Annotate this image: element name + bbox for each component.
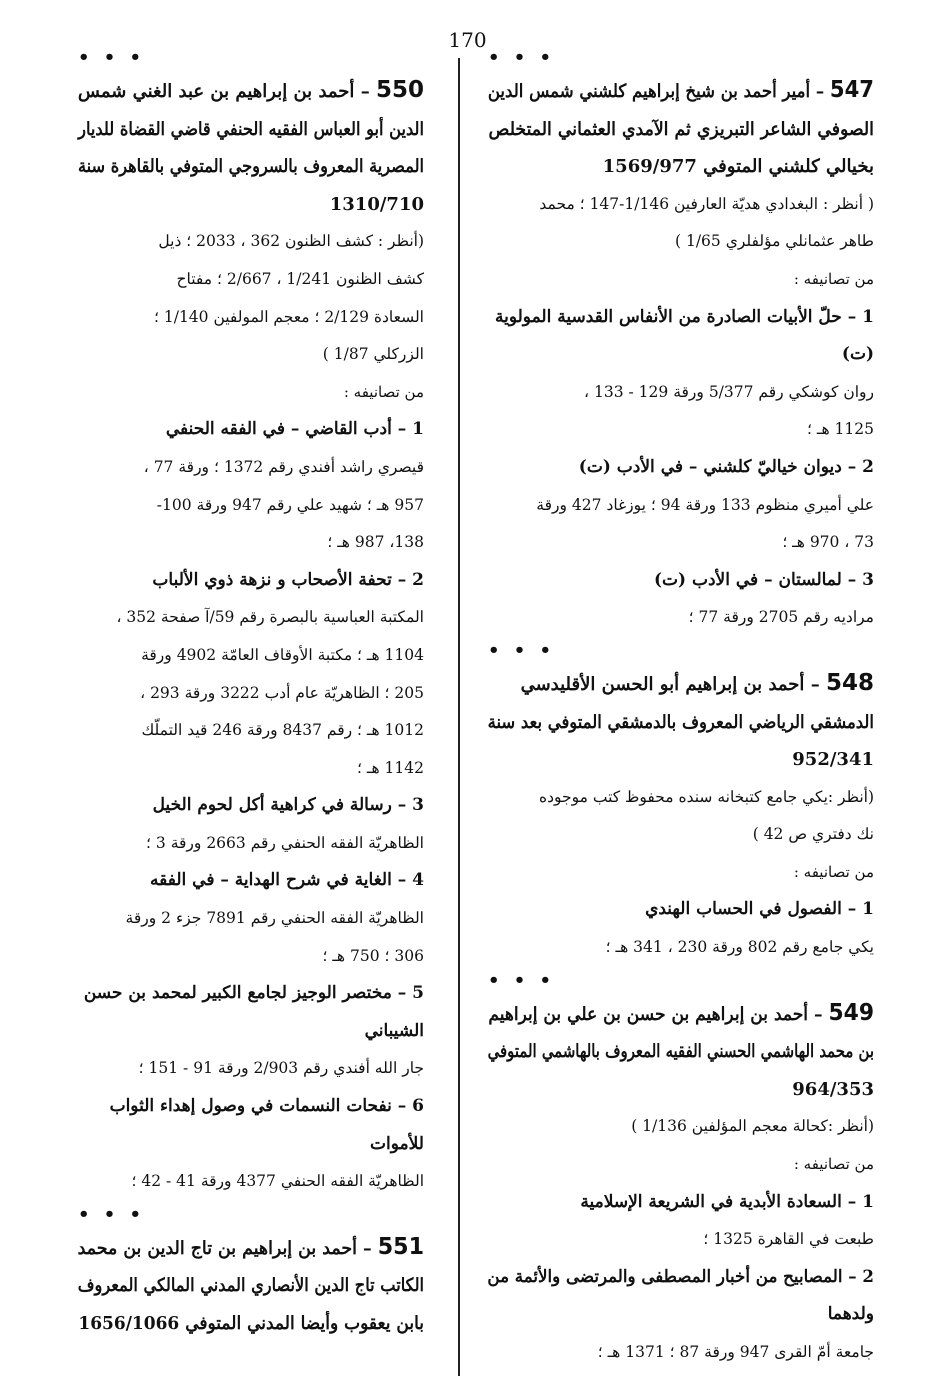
manuscript-line: جامعة أمّ القرى 947 ورقة 87 ؛ 1371 هـ ؛ (597, 1343, 874, 1361)
manuscript-line: مراديه رقم 2705 ورقة 77 ؛ (688, 608, 874, 627)
manuscript-line: روان كوشكي رقم 5/377 ورقة 129 - 133 ، (584, 382, 874, 401)
manuscript-line: 1012 هـ ؛ رقم 8437 ورقة 246 قيد التملّك (141, 721, 424, 740)
work-title: 3 – لمالستان – في الأدب (ت) (653, 569, 874, 590)
manuscript-line: 73 ، 970 هـ ؛ (782, 533, 874, 552)
entry-heading-line (488, 995, 874, 1034)
manuscript-line: الظاهريّة الفقه الحنفي رقم 2663 ورقة 3 ؛ (146, 833, 424, 852)
entry-heading-line (488, 111, 874, 149)
manuscript-line: الظاهريّة الفقه الحنفي 4377 ورقة 41 - 42 ؛ (131, 1172, 424, 1191)
work-title: 6 – نفحات النسمات في وصول إهداء الثواب (109, 1096, 424, 1117)
manuscript-line: يكي جامع رقم 802 ورقة 230 ، 341 هـ ؛ (605, 938, 874, 957)
work-title: للأموات (370, 1133, 424, 1154)
manuscript-line: المكتبة العباسية بالبصرة رقم 59/آ صفحة 352 ، (116, 608, 424, 627)
work-title: 3 – رسالة في كراهية أكل لحوم الخيل (152, 795, 424, 816)
manuscript-line: قيصري راشد أفندي رقم 1372 ؛ ورقة 77 ، (143, 457, 424, 476)
entry-heading-text: – أحمد بن إبراهيم أبو الحسن الأقليدسي (520, 673, 820, 695)
entry-heading-line (78, 72, 424, 111)
entry-heading-text: 952/341 (792, 749, 874, 771)
entry-heading-line (78, 186, 424, 224)
entry-heading-line (77, 1229, 424, 1268)
entry-heading-text: – أحمد بن إبراهيم بن عبد الغني شمس (77, 81, 370, 102)
entry-heading-text: المصرية المعروف بالسروجي المتوفي بالقاهرة سنة (77, 156, 424, 178)
entry-heading-line (77, 1267, 424, 1305)
manuscript-line: 306 ؛ 750 هـ ؛ (322, 946, 424, 965)
work-title: ولدهما (827, 1304, 874, 1325)
entry-number: 548 (825, 669, 874, 696)
entry-heading-line (488, 741, 874, 779)
works-label: من تصانيفه : (793, 862, 874, 881)
entry-heading-text: الكاتب تاج الدين الأنصاري المدني المالكي المعروف (77, 1275, 424, 1297)
entry-heading-text: – أحمد بن إبراهيم بن حسن بن علي بن إبراهيم (488, 1003, 823, 1025)
work-title: 1 – أدب القاضي – في الفقه الحنفي (165, 419, 424, 440)
entry-heading-line (78, 1305, 424, 1343)
reference-line: نك دفتري ص 42 ) (752, 825, 874, 844)
manuscript-line: الظاهريّة الفقه الحنفي رقم 7891 جزء 2 ورقة (125, 909, 424, 928)
entry-heading-text: 1310/710 (329, 193, 424, 215)
manuscript-line: 1104 هـ ؛ مكتبة الأوقاف العامّة 4902 ورقة (141, 645, 424, 664)
reference-line: السعادة 2/129 ؛ معجم المولفين 1/140 ؛ (154, 307, 424, 326)
work-title: (ت) (841, 344, 874, 365)
work-title: الشيباني (364, 1020, 424, 1041)
manuscript-line: طبعت في القاهرة 1325 ؛ (703, 1230, 874, 1249)
entry-548 (488, 665, 874, 967)
entry-heading-line (487, 1033, 874, 1071)
entry-547 (488, 72, 874, 637)
works-label: من تصانيفه : (793, 269, 874, 288)
reference-line: طاهر عثمانلي مؤلفلري 1/65 ) (674, 232, 874, 251)
entry-550 (78, 72, 424, 1201)
manuscript-line: 205 ؛ الظاهريّة عام أدب 3222 ورقة 293 ، (140, 683, 424, 702)
right-column (488, 44, 874, 1372)
entry-heading-text: بابن يعقوب وأيضا المدني المتوفي 1656/1066 (78, 1313, 424, 1334)
entry-number: 550 (375, 77, 424, 103)
entry-separator: • • • (78, 1203, 146, 1225)
reference-line: (أنظر :كحالة معجم المؤلفين 1/136 ) (631, 1117, 874, 1136)
entry-heading-line (488, 665, 874, 704)
work-title: 2 – المصابيح من أخبار المصطفى والمرتضى والأئمة من (487, 1266, 874, 1287)
reference-line: الزركلي 1/87 ) (322, 345, 424, 364)
reference-line: (أنظر : كشف الظنون 362 ، 2033 ؛ ذيل (158, 232, 424, 251)
entry-heading-text: 964/353 (792, 1078, 874, 1100)
entry-heading-line (488, 148, 874, 186)
work-title: 1 – الفصول في الحساب الهندي (645, 899, 874, 920)
works-label: من تصانيفه : (793, 1155, 874, 1174)
entry-heading-line (77, 148, 424, 186)
entry-heading-text: الدين أبو العباس الفقيه الحنفي قاضي القضاة للديار (78, 118, 425, 140)
entry-heading-text: بن محمد الهاشمي الحسني الفقيه المعروف بالهاشمي المتوفي (487, 1041, 874, 1063)
entry-heading-text: الصوفي الشاعر التبريزي ثم الآمدي العثماني المتخلص (488, 118, 874, 140)
work-title: 5 – مختصر الوجيز لجامع الكبير لمحمد بن حسن (83, 983, 424, 1004)
works-label: من تصانيفه : (343, 382, 424, 401)
column-divider (458, 58, 460, 1376)
entry-heading-line (78, 111, 425, 149)
entry-separator: • • • (488, 639, 556, 661)
work-title: 4 – الغاية في شرح الهداية – في الفقه (150, 870, 424, 891)
work-title: 2 – ديوان خياليّ كلشني – في الأدب (ت) (578, 456, 874, 477)
entry-number: 547 (829, 77, 874, 103)
entry-separator: • • • (78, 47, 146, 68)
entry-549 (488, 995, 874, 1372)
manuscript-line: 1142 هـ ؛ (357, 758, 424, 777)
reference-line: ( أنظر : البغدادي هديّة العارفين 1/146-147 ؛ محمد (539, 194, 874, 213)
manuscript-line: 138، 987 هـ ؛ (327, 533, 424, 552)
entry-heading-text: الدمشقي الرياضي المعروف بالدمشقي المتوفي بعد سنة (487, 711, 874, 733)
work-title: 2 – تحفة الأصحاب و نزهة ذوي الألباب (152, 569, 424, 590)
entry-heading-text: – أمير أحمد بن شيخ إبراهيم كلشني شمس الدين (487, 81, 825, 102)
page-number: 170 (448, 28, 487, 52)
manuscript-line: علي أميري منظوم 133 ورقة 94 ؛ يوزغاد 427 ورقة (536, 495, 874, 514)
manuscript-line: جار الله أفندي رقم 2/903 ورقة 91 - 151 ؛ (138, 1059, 424, 1078)
manuscript-line: 1125 هـ ؛ (807, 420, 874, 439)
entry-heading-text: بخيالي كلشني المتوفي 1569/977 (602, 156, 874, 178)
work-title: 1 – حلّ الأبيات الصادرة من الأنفاس القدسية المولوية (494, 306, 874, 327)
entry-551 (78, 1229, 424, 1343)
entry-separator: • • • (488, 969, 556, 991)
entry-heading-line (488, 1071, 874, 1109)
left-column (78, 44, 424, 1343)
work-title: 1 – السعادة الأبدية في الشريعة الإسلامية (580, 1191, 874, 1212)
entry-heading-line (487, 72, 874, 111)
entry-number: 549 (828, 999, 874, 1026)
entry-heading-line (487, 704, 874, 742)
entry-number: 551 (377, 1233, 424, 1260)
manuscript-line: 957 هـ ؛ شهيد علي رقم 947 ورقة 100- (156, 495, 424, 514)
reference-line: كشف الظنون 1/241 ، 2/667 ؛ مفتاح (176, 269, 424, 288)
entry-separator: • • • (488, 47, 556, 68)
entry-heading-text: – أحمد بن إبراهيم بن تاج الدين بن محمد (77, 1237, 372, 1259)
reference-line: (أنظر :يكي جامع كتبخانه سنده محفوظ كتب موجوده (539, 787, 874, 806)
